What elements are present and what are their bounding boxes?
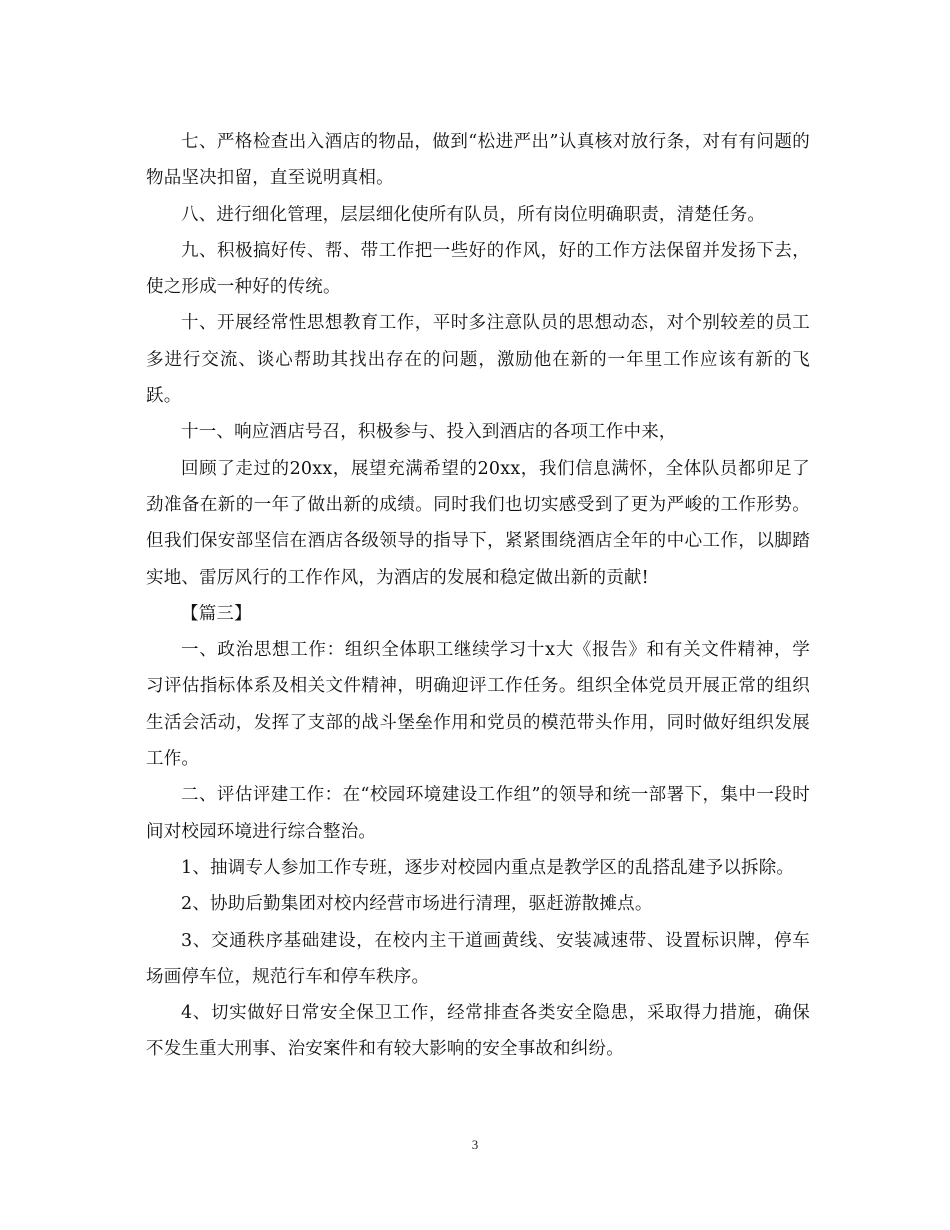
list-item-3: 3、交通秩序基础建设，在校内主干道画黄线、安装减速带、设置标识牌，停车场画停车位，规范行车和停车秩序。 <box>146 930 810 987</box>
body-text <box>146 124 810 1068</box>
paragraph-political-work: 一、政治思想工作：组织全体职工继续学习十x大《报告》和有关文件精神，学习评估指标体系及相关文件精神，明确迎评工作任务。组织全体党员开展正常的组织生活会活动，发挥了支部的战斗堡垒作用和党员的模范带头作用，同时做好组织发展工作。 <box>146 640 810 770</box>
section-heading: 【篇三】 <box>181 603 252 624</box>
paragraph-item-seven: 七、严格检查出入酒店的物品，做到“松进严出”认真核对放行条，对有有问题的物品坚决扣留，直至说明真相。 <box>146 132 810 189</box>
paragraph-evaluation-work: 二、评估评建工作：在“校园环境建设工作组”的领导和统一部署下，集中一段时间对校园环境进行综合整治。 <box>146 785 810 842</box>
paragraph-item-eight: 八、进行细化管理，层层细化使所有队员，所有岗位明确职责，清楚任务。 <box>181 204 766 225</box>
paragraph-summary: 回顾了走过的20xx，展望充满希望的20xx，我们信息满怀，全体队员都卯足了劲准备在新的一年了做出新的成绩。同时我们也切实感受到了更为严峻的工作形势。但我们保安部坚信在酒店各级领导的指导下，紧紧围绕酒店全年的中心工作，以脚踏实地、雷厉风行的工作作风，为酒店的发展和稳定做出新的贡献! <box>146 458 810 588</box>
paragraph-item-nine: 九、积极搞好传、帮、带工作把一些好的作风，好的工作方法保留并发扬下去，使之形成一种好的传统。 <box>146 240 810 298</box>
page-number: 3 <box>471 1137 479 1152</box>
list-item-2: 2、协助后勤集团对校内经营市场进行清理，驱赶游散摊点。 <box>181 894 653 915</box>
paragraph-item-ten: 十、开展经常性思想教育工作，平时多注意队员的思想动态，对个别较差的员工多进行交流、谈心帮助其找出存在的问题，激励他在新的一年里工作应该有新的飞跃。 <box>146 313 810 407</box>
list-item-1: 1、抽调专人参加工作专班，逐步对校园内重点是教学区的乱搭乱建予以拆除。 <box>181 857 795 878</box>
paragraph-item-eleven: 十一、响应酒店号召，积极参与、投入到酒店的各项工作中来， <box>181 422 677 443</box>
list-item-4: 4、切实做好日常安全保卫工作，经常排查各类安全隐患，采取得力措施，确保不发生重大刑事、治安案件和有较大影响的安全事故和纠纷。 <box>146 1003 810 1060</box>
